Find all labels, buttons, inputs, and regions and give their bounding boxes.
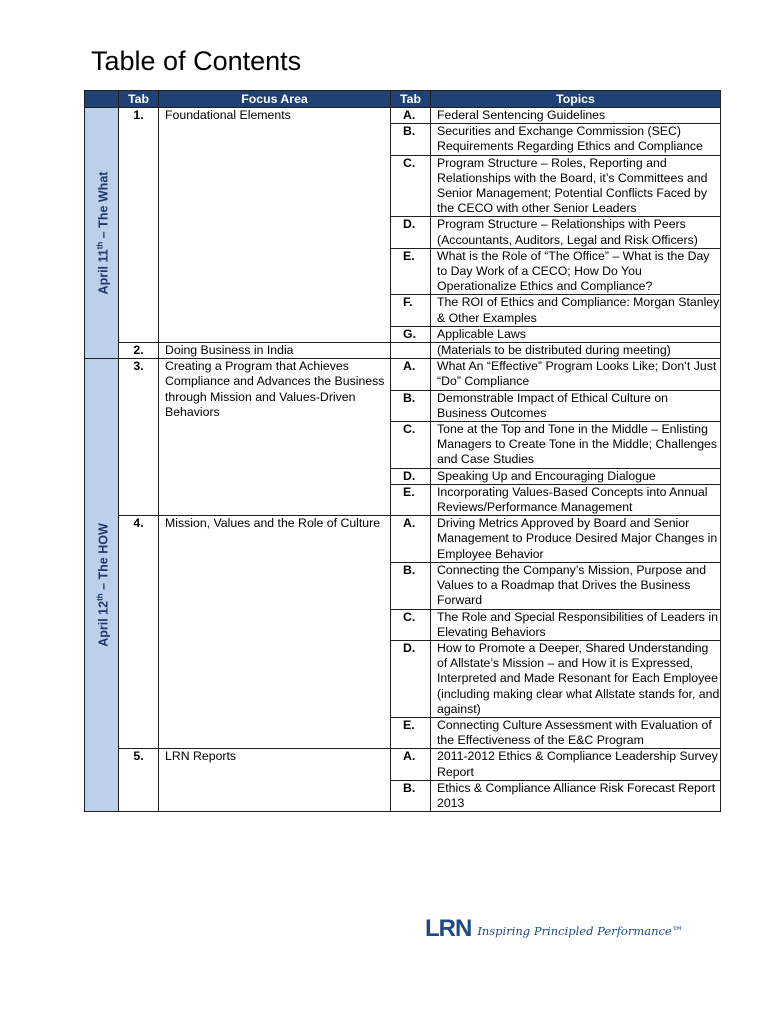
topic-letter: A. [391, 516, 431, 563]
tab-number: 3. [119, 359, 159, 516]
topic-text: What is the Role of “The Office” – What is the Day to Day Work of a CECO; How Do You Operationalize Ethics and Compliance? [431, 248, 721, 295]
focus-area: Doing Business in India [159, 343, 391, 359]
topic-text: Program Structure – Relationships with Peers (Accountants, Auditors, Legal and Risk Officers) [431, 217, 721, 248]
topic-text: Connecting the Company’s Mission, Purpose and Values to a Roadmap that Drives the Business Forward [431, 562, 721, 609]
topic-text: Connecting Culture Assessment with Evaluation of the Effectiveness of the E&C Program [431, 717, 721, 748]
topic-text: 2011-2012 Ethics & Compliance Leadership Survey Report [431, 749, 721, 780]
topic-text: Speaking Up and Encouraging Dialogue [431, 468, 721, 484]
topic-letter: E. [391, 717, 431, 748]
topic-letter: A. [391, 749, 431, 780]
contents-table [84, 90, 721, 812]
topic-text: Federal Sentencing Guidelines [431, 108, 721, 124]
table-row [85, 359, 721, 390]
tab-number: 2. [119, 343, 159, 359]
topic-letter: B. [391, 780, 431, 811]
page-title: Table of Contents [91, 46, 302, 76]
topic-letter: E. [391, 484, 431, 515]
topic-text: Incorporating Values-Based Concepts into Annual Reviews/Performance Management [431, 484, 721, 515]
topic-letter: F. [391, 295, 431, 326]
focus-area: Mission, Values and the Role of Culture [159, 516, 391, 749]
topic-letter: B. [391, 124, 431, 155]
table-row [85, 108, 721, 124]
header-tab: Tab [391, 91, 431, 108]
header-focus-area: Focus Area [159, 91, 391, 108]
focus-area: Creating a Program that Achieves Compliance and Advances the Business through Mission and Values-Driven Behaviors [159, 359, 391, 516]
topic-text: Ethics & Compliance Alliance Risk Forecast Report 2013 [431, 780, 721, 811]
tab-number: 4. [119, 516, 159, 749]
header-blank [85, 91, 119, 108]
header-row [85, 91, 721, 108]
focus-area: LRN Reports [159, 749, 391, 812]
topic-text: (Materials to be distributed during meeting) [431, 343, 721, 359]
topic-letter: A. [391, 359, 431, 390]
topic-text: Securities and Exchange Commission (SEC) Requirements Regarding Ethics and Compliance [431, 124, 721, 155]
topic-text: Demonstrable Impact of Ethical Culture on Business Outcomes [431, 390, 721, 421]
topic-text: How to Promote a Deeper, Shared Understanding of Allstate’s Mission – and How it is Expressed, Interpreted and Made Resonant for Each Employee (including making clear what Allstate stands for, and against) [431, 640, 721, 717]
topic-letter: D. [391, 640, 431, 717]
topic-text: Tone at the Top and Tone in the Middle – Enlisting Managers to Create Tone in the Middle; Challenges and Case Studies [431, 422, 721, 469]
topic-text: What An “Effective” Program Looks Like; Don’t Just “Do” Compliance [431, 359, 721, 390]
topic-letter: G. [391, 326, 431, 342]
topic-letter: A. [391, 108, 431, 124]
topic-text: Driving Metrics Approved by Board and Senior Management to Produce Desired Major Changes in Employee Behavior [431, 516, 721, 563]
topic-text: Program Structure – Roles, Reporting and Relationships with the Board, it’s Committees and Senior Management; Potential Conflicts Faced by the CECO with other Senior Leaders [431, 155, 721, 217]
topic-letter: C. [391, 609, 431, 640]
topic-text: The ROI of Ethics and Compliance: Morgan Stanley & Other Examples [431, 295, 721, 326]
topic-letter [391, 343, 431, 359]
topic-letter: D. [391, 217, 431, 248]
section-label-april-12: April 12th – The HOW [85, 359, 119, 812]
topic-letter: B. [391, 390, 431, 421]
lrn-logo [425, 917, 683, 941]
header-tab: Tab [119, 91, 159, 108]
table-row [85, 343, 721, 359]
topic-text: Applicable Laws [431, 326, 721, 342]
table-row [85, 749, 721, 780]
table-row [85, 516, 721, 563]
tab-number: 1. [119, 108, 159, 343]
topic-letter: B. [391, 562, 431, 609]
header-topics: Topics [431, 91, 721, 108]
focus-area: Foundational Elements [159, 108, 391, 343]
topic-text: The Role and Special Responsibilities of Leaders in Elevating Behaviors [431, 609, 721, 640]
logo-tagline: Inspiring Principled Performance™ [477, 924, 684, 938]
topic-letter: D. [391, 468, 431, 484]
tab-number: 5. [119, 749, 159, 812]
topic-letter: E. [391, 248, 431, 295]
topic-letter: C. [391, 422, 431, 469]
section-label-april-11: April 11th – The What [85, 108, 119, 359]
topic-letter: C. [391, 155, 431, 217]
logo-mark: LRN [425, 915, 472, 942]
